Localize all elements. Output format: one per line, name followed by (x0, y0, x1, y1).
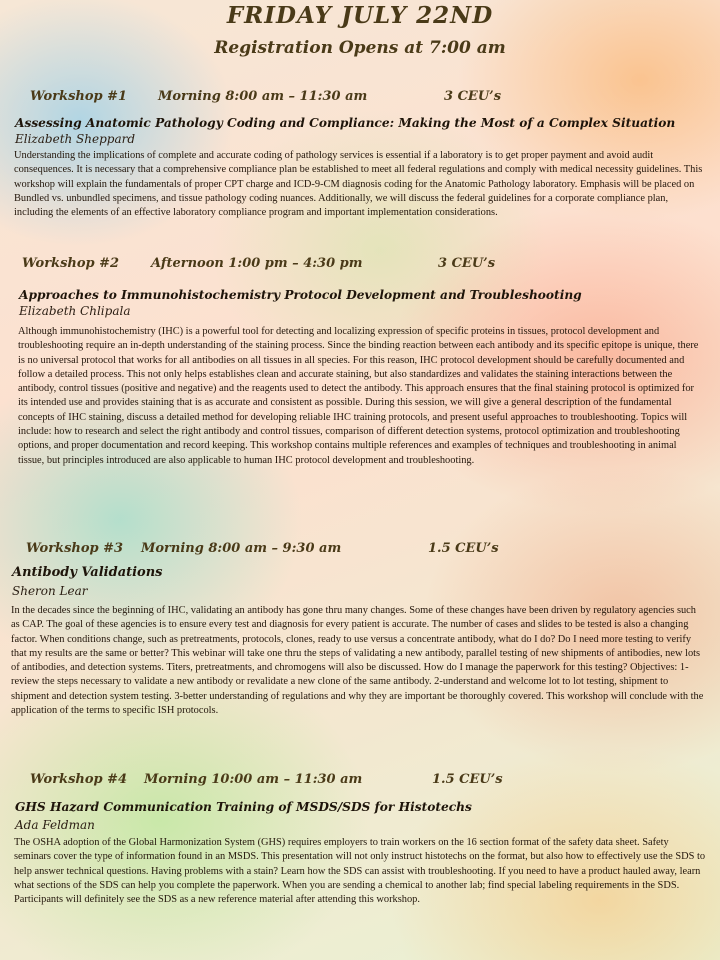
workshop-1-description: Understanding the implications of complete and accurate coding of pathology services is essential if a laboratory is to get proper payment and avoid audit consequences. It is necessary that a comprehensive compliance plan be established to meet all federal regulations and comply with medical necessity guidelines. This workshop will explain the fundamentals of proper CPT charge and ICD-9-CM diagnosis coding for the Anatomic Pathology laboratory. Emphasis will be placed on Bundled vs. unbundled specimens, and tissue pathology coding nuances. Additionally, we will discuss the federal guidelines for a corporate compliance plan, including the elements of an effective laboratory compliance program and important implementation considerations. (14, 150, 703, 219)
workshop-4-header (0, 772, 720, 790)
workshop-2-description: Although immunohistochemistry (IHC) is a powerful tool for detecting and localizing expression of specific proteins in tissues, protocol development and troubleshooting require an in-depth understanding of the staining process. Since the binding reaction between each antibody and its specific epitope is unique, there is no universal protocol that works for all antibodies on all tissues in all species. For this reason, IHC protocol development should be carefully documented and follow a detailed process. This not only helps establishes clean and accurate staining, but also standardizes and validates the staining interactions between the antibody, control tissues (positive and negative) and the reagents used to detect the antibody. This approach ensures that the final staining protocol is optimized for its intended use and provides staining that is as accurate and consistent as possible. During this session, we will give a general description of the fundamental concepts of IHC staining, discuss a detailed method for developing reliable IHC training protocols, and present useful approaches to troubleshooting. Topics will include: how to research and select the right antibody and control tissues, comparison of different detection systems, protocol optimization and troubleshooting options, and proper documentation and record keeping. This workshop contains multiple references and examples of techniques and troubleshooting in animal tissue, but principles introduced are also applicable to human IHC protocol development and troubleshooting. (18, 326, 699, 466)
workshop-3-header (0, 541, 720, 559)
registration-subtitle: Registration Opens at 7:00 am (214, 38, 506, 58)
workshop-3-ceu: 1.5 CEU’s (428, 541, 499, 556)
workshop-3-label: Workshop #3 (26, 541, 124, 556)
workshop-3-presenter: Sheron Lear (12, 584, 88, 598)
workshop-4-ceu: 1.5 CEU’s (432, 772, 503, 787)
workshop-4-presenter: Ada Feldman (15, 818, 95, 832)
workshop-3-time: Morning 8:00 am – 9:30 am (141, 541, 342, 556)
workshop-2-title: Approaches to Immunohistochemistry Protocol Development and Troubleshooting (19, 288, 582, 302)
workshop-1-ceu: 3 CEU’s (444, 89, 502, 104)
workshop-4-label: Workshop #4 (30, 772, 128, 787)
workshop-2-ceu: 3 CEU’s (438, 256, 496, 271)
page-title: FRIDAY JULY 22ND (226, 2, 494, 29)
workshop-2-time: Afternoon 1:00 pm – 4:30 pm (151, 256, 363, 271)
workshop-1-presenter: Elizabeth Sheppard (15, 132, 136, 146)
workshop-4-description: The OSHA adoption of the Global Harmonization System (GHS) requires employers to train workers on the 16 section format of the safety data sheet. Safety seminars cover the type of information found in an MSDS. This presentation will not only instruct histotechs on the format, but also how to effectively use the SDS to help answer technical questions. Having problems with a stain? Learn how the SDS can assist with troubleshooting. If you need to have a product hauled away, learn what sections of the SDS can help you complete the paperwork. When you are sending a chemical to another lab; find special labeling requirements in the SDS. Participants will definitely see the SDS as a new reference material after attending this workshop. (14, 837, 706, 906)
workshop-2-header (0, 256, 720, 274)
workshop-2-label: Workshop #2 (22, 256, 120, 271)
workshop-1-time: Morning 8:00 am – 11:30 am (158, 89, 368, 104)
workshop-1-label: Workshop #1 (30, 89, 128, 104)
workshop-1-header (0, 89, 720, 107)
workshop-3-description: In the decades since the beginning of IHC, validating an antibody has gone thru many changes. Some of these changes have been driven by regulatory agencies such as CAP. The goal of these agencies is to ensure every test and diagnosis for every patient is accurate. The number of cases and slides to be tested is also a changing factor. When conditions change, such as pretreatments, protocols, clones, ready to use versus a concentrate antibody, what do I do? Do I need more testing to verify that my results are the same or better? This webinar will take one thru the steps of validating a new antibody, parallel testing of new shipments of antibodies, new lots of antibodies, and detection systems. Titers, pretreatments, and chromogens will also be discussed. How do I manage the paperwork for this testing? Objectives: 1-review the steps necessary to validate a new antibody or revalidate a new clone of the same antibody. 2-understand and welcome lot to lot testing, shipment to shipment and detection system testing. 3-better understanding of regulations and why they are important be thoroughly covered. This workshop will conclude with the application of the terms to specific ISH protocols. (11, 605, 704, 717)
workshop-2-presenter: Elizabeth Chlipala (19, 304, 131, 318)
workshop-3-title: Antibody Validations (12, 565, 163, 580)
workshop-4-title: GHS Hazard Communication Training of MSDS/SDS for Histotechs (15, 800, 472, 814)
workshop-1-title: Assessing Anatomic Pathology Coding and Compliance: Making the Most of a Complex Situation (15, 116, 676, 130)
workshop-4-time: Morning 10:00 am – 11:30 am (144, 772, 363, 787)
